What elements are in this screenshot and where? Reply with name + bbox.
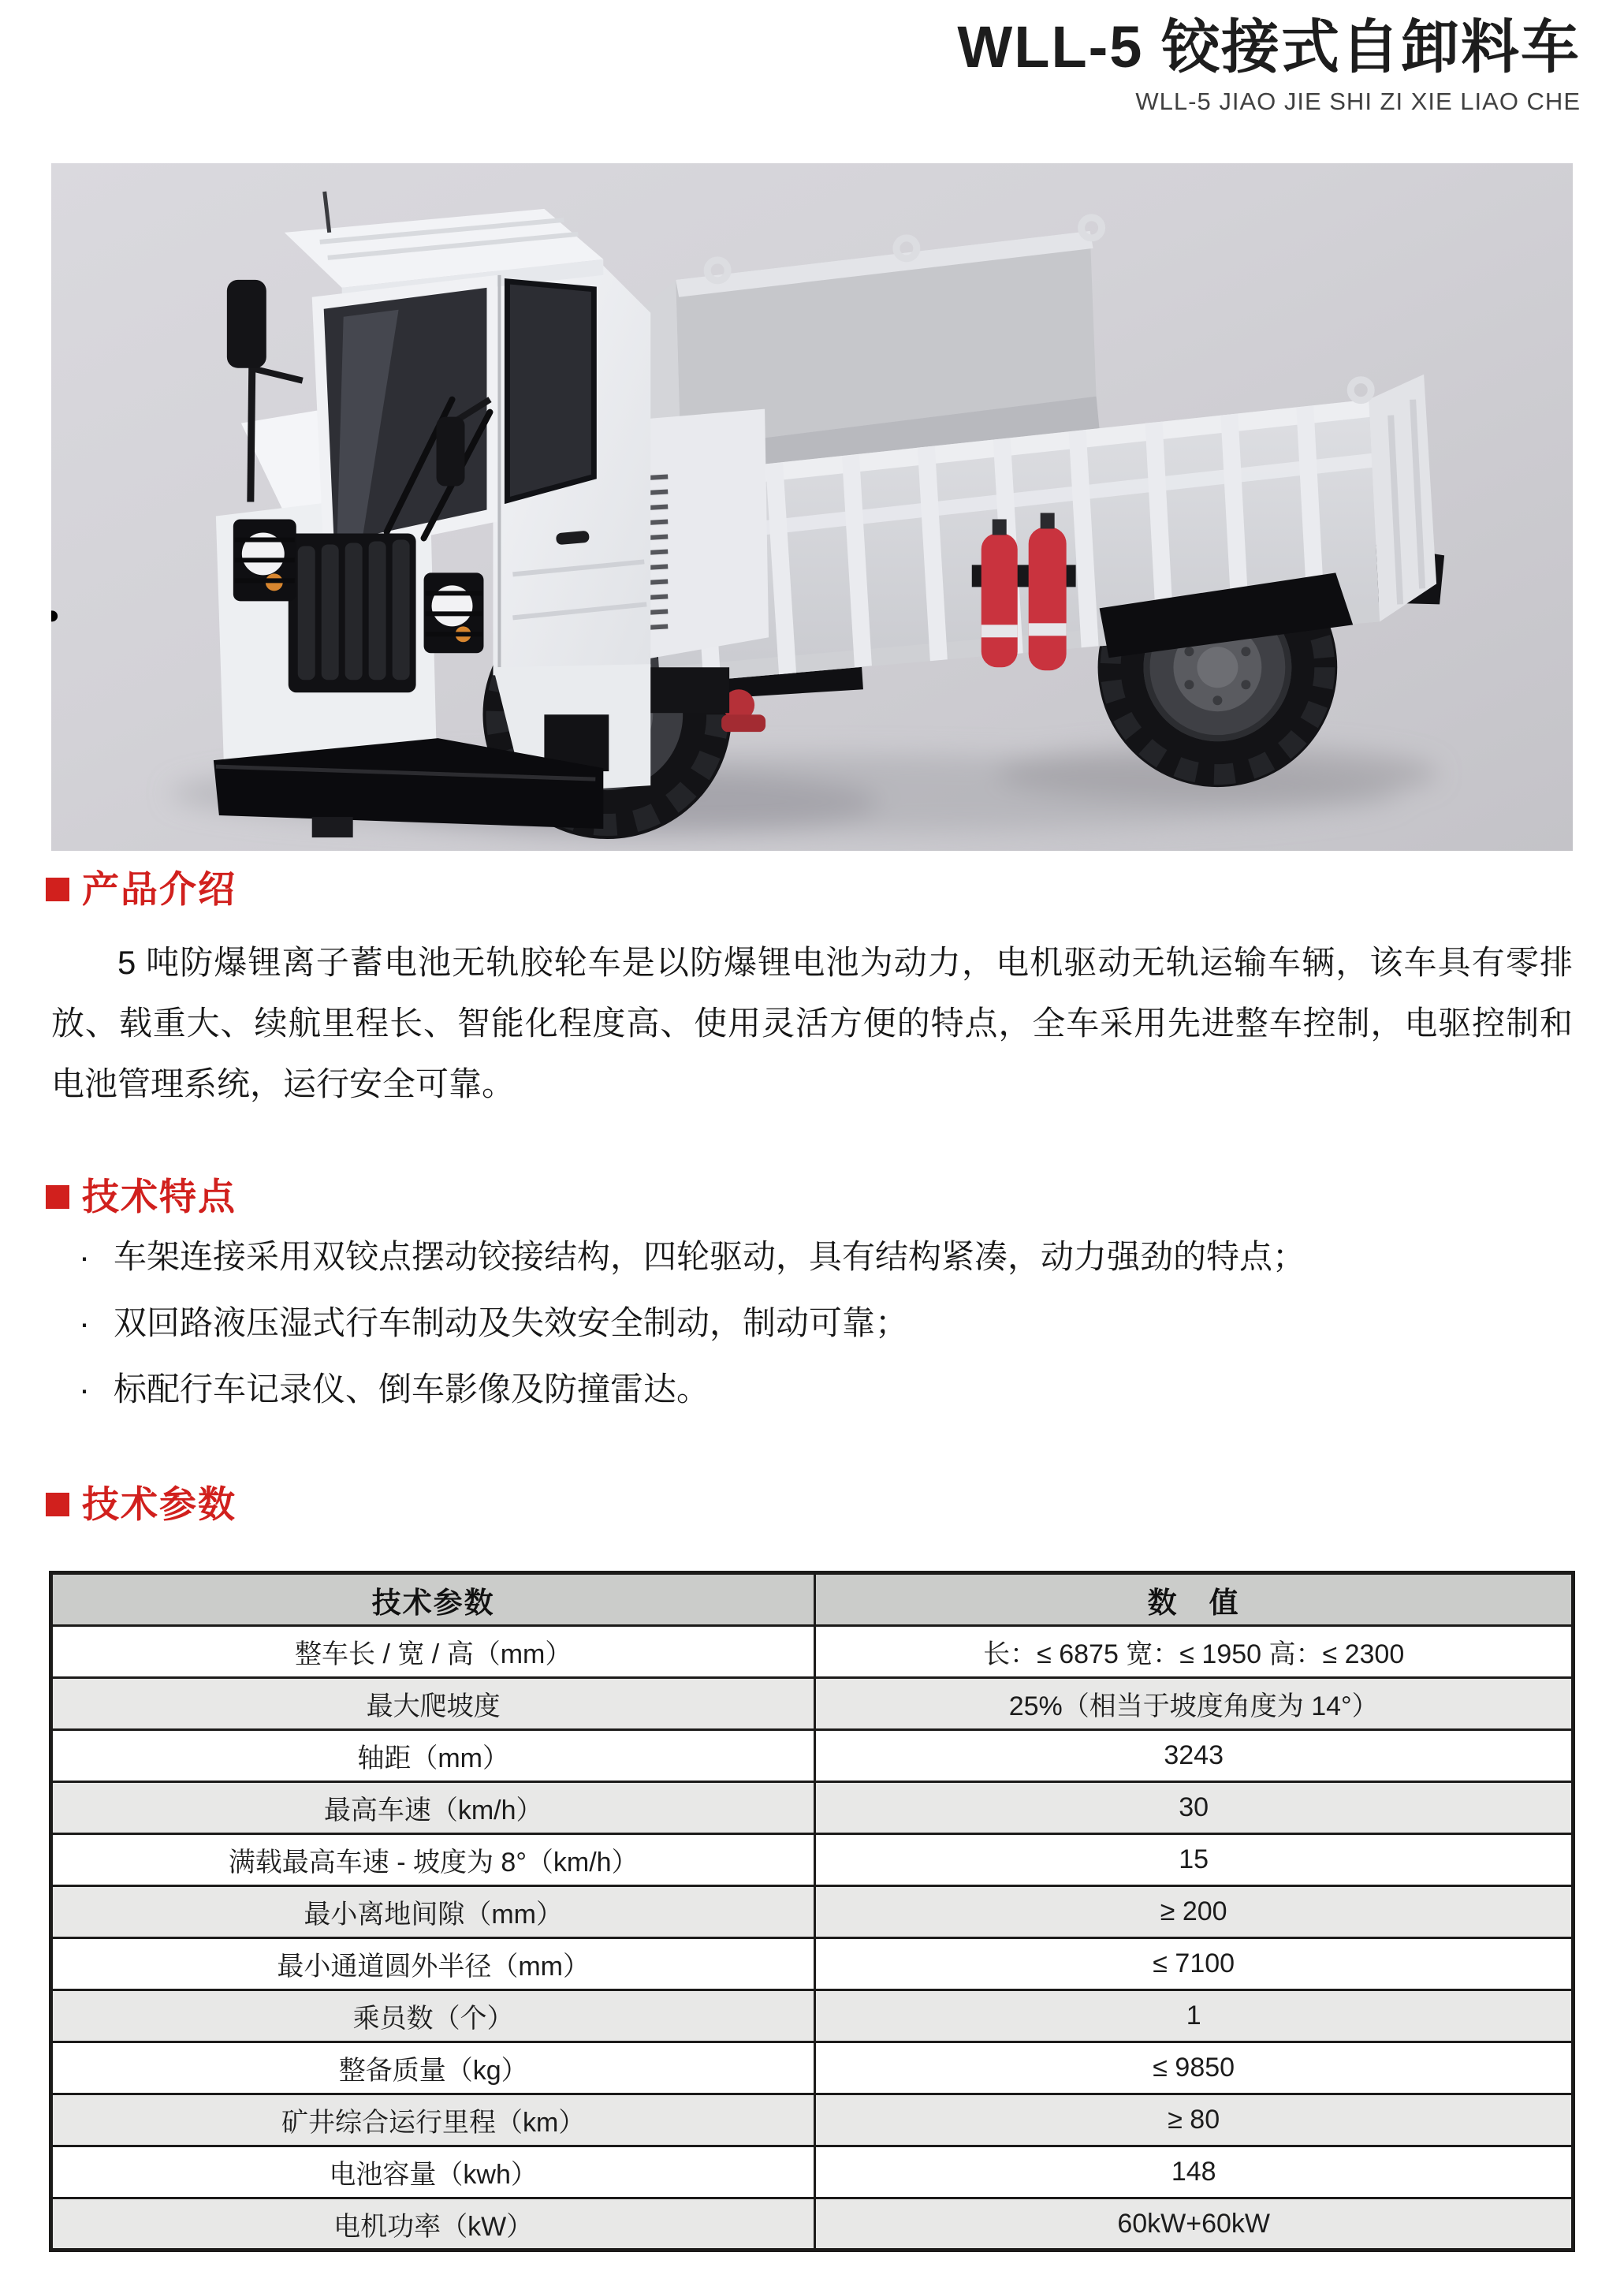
spec-param-cell: 轴距（mm） [51, 1730, 815, 1782]
spec-value-cell: ≤ 7100 [815, 1938, 1574, 1990]
specs-table [49, 1571, 1575, 2252]
section-marker-icon [46, 878, 69, 901]
page-subtitle: WLL-5 JIAO JIE SHI ZI XIE LIAO CHE [1135, 87, 1581, 115]
list-item [79, 1236, 1573, 1277]
feature-list [79, 1236, 1573, 1435]
spec-value-cell: ≥ 80 [815, 2094, 1574, 2146]
spec-param-cell: 电池容量（kwh） [51, 2146, 815, 2198]
feature-text: 车架连接采用双铰点摆动铰接结构，四轮驱动，具有结构紧凑，动力强劲的特点； [114, 1238, 1306, 1275]
table-row [51, 1938, 1574, 1990]
column-header-value: 数 值 [815, 1573, 1574, 1626]
spec-value-cell: 30 [815, 1782, 1574, 1834]
section-features-heading [46, 1176, 237, 1218]
truck-cab [214, 192, 650, 837]
spec-value-cell: 3243 [815, 1730, 1574, 1782]
spec-value-cell: ≥ 200 [815, 1886, 1574, 1938]
table-row [51, 1626, 1574, 1678]
intro-paragraph: 5 吨防爆锂离子蓄电池无轨胶轮车是以防爆锂电池为动力，电机驱动无轨运输车辆，该车具有零排放、载重大、续航里程长、智能化程度高、使用灵活方便的特点，全车采用先进整车控制，电驱控制和电池管理系统，运行安全可靠。 [51, 944, 1573, 1102]
features-heading: 技术特点 [82, 1176, 237, 1218]
table-row [51, 2094, 1574, 2146]
table-row [51, 2198, 1574, 2250]
column-header-param: 技术参数 [51, 1573, 815, 1626]
spec-param-cell: 乘员数（个） [51, 1990, 815, 2042]
list-item [79, 1303, 1573, 1344]
spec-param-cell: 最小通道圆外半径（mm） [51, 1938, 815, 1990]
truck-render [51, 163, 1573, 851]
bullet-icon: · [79, 1370, 90, 1408]
spec-value-cell: 60kW+60kW [815, 2198, 1574, 2250]
spec-value-cell: 25%（相当于坡度角度为 14°） [815, 1678, 1574, 1730]
product-image [51, 163, 1573, 851]
spec-value-cell: 1 [815, 1990, 1574, 2042]
doc-header [957, 13, 1581, 116]
intro-heading: 产品介绍 [82, 868, 237, 910]
feature-text: 双回路液压湿式行车制动及失效安全制动，制动可靠； [114, 1304, 909, 1341]
table-row [51, 1782, 1574, 1834]
bullet-icon: · [79, 1304, 90, 1341]
table-row [51, 1990, 1574, 2042]
headlight-right [424, 572, 484, 653]
section-marker-icon [46, 1493, 69, 1516]
table-header-row [51, 1573, 1574, 1626]
page-title: WLL-5 铰接式自卸料车 [957, 14, 1581, 80]
spec-param-cell: 最高车速（km/h） [51, 1782, 815, 1834]
table-row [51, 1678, 1574, 1730]
specs-table-body [51, 1626, 1574, 2250]
spec-param-cell: 矿井综合运行里程（km） [51, 2094, 815, 2146]
spec-param-cell: 最小离地间隙（mm） [51, 1886, 815, 1938]
table-row [51, 1886, 1574, 1938]
spec-value-cell: 长：≤ 6875 宽：≤ 1950 高：≤ 2300 [815, 1626, 1574, 1678]
spec-value-cell: 148 [815, 2146, 1574, 2198]
spec-value-cell: ≤ 9850 [815, 2042, 1574, 2094]
spec-param-cell: 整备质量（kg） [51, 2042, 815, 2094]
table-row [51, 1730, 1574, 1782]
spec-param-cell: 最大爬坡度 [51, 1678, 815, 1730]
spec-param-cell: 整车长 / 宽 / 高（mm） [51, 1626, 815, 1678]
spec-param-cell: 满载最高车速 - 坡度为 8°（km/h） [51, 1834, 815, 1886]
list-item [79, 1369, 1573, 1410]
spec-value-cell: 15 [815, 1834, 1574, 1886]
spec-param-cell: 电机功率（kW） [51, 2198, 815, 2250]
section-intro-heading [46, 868, 237, 910]
table-row [51, 2146, 1574, 2198]
section-specs-heading [46, 1483, 237, 1525]
bullet-icon: · [79, 1238, 90, 1275]
table-row [51, 2042, 1574, 2094]
section-marker-icon [46, 1185, 69, 1209]
feature-text: 标配行车记录仪、倒车影像及防撞雷达。 [114, 1370, 710, 1408]
specs-heading: 技术参数 [82, 1483, 237, 1525]
headlight-left [233, 519, 296, 601]
table-row [51, 1834, 1574, 1886]
